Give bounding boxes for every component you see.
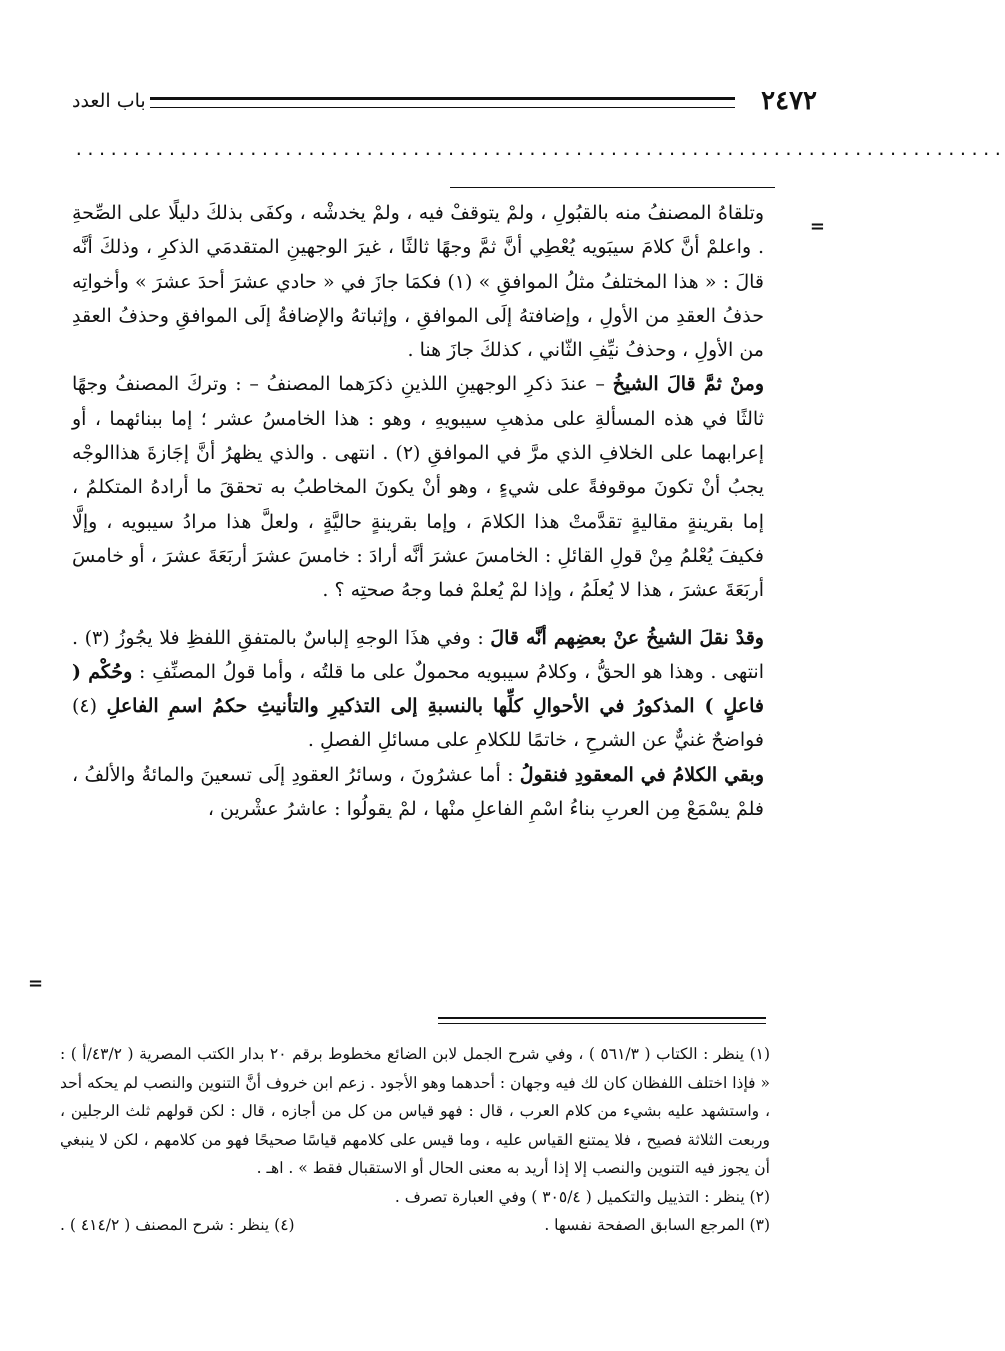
paragraph-3-end: (٤) فواضحٌ غنيٌّ عن الشرحِ ، خاتمًا للكلامِ على مسائلِ الفصلِ . bbox=[72, 695, 764, 752]
footnotes bbox=[60, 1040, 770, 1240]
paragraph-2-lead: ومنْ ثمَّ قالَ الشيخُ bbox=[612, 373, 764, 396]
section-rule bbox=[450, 187, 775, 188]
footnote-rule bbox=[438, 1017, 766, 1024]
footnote-row-3-4 bbox=[60, 1211, 770, 1240]
paragraph-4-text: : أما عشرُونَ ، وسائرُ العقودِ إلَى تسعينَ والمائةُ والألفُ ، فلمْ يسْمَعْ مِن العربِ بناءُ اسْمِ الفاعلِ منْها ، لمْ يقولُوا : عاشرُ عشْرين ، bbox=[72, 763, 764, 821]
header-double-rule bbox=[150, 97, 735, 108]
continuation-mark-bottom: = bbox=[28, 973, 44, 994]
dotted-separator: ................................................................................ bbox=[74, 140, 1005, 159]
main-text bbox=[72, 196, 764, 826]
continuation-mark-top: = bbox=[809, 216, 825, 237]
paragraph-3-text: : وفي هذَا الوجهِ إلباسٌ بالمتفقِ اللفظِ فلا يجُوزُ (٣) . انتهى . وهذا هو الحقُّ ، وكلامُ سيبويه محمولٌ على ما قلتُه ، وأما قولُ المصنِّفِ : bbox=[72, 626, 764, 683]
paragraph-3 bbox=[72, 621, 764, 758]
paragraph-3-quote: وحُكْم ( فاعلٍ ) المذكورُ في الأحوالِ كلِّها بالنسبةِ إلى التذكيرِ والتأنيثِ حكمُ اسمِ الفاعلِ bbox=[72, 660, 764, 718]
paragraph-1: وتلقاهُ المصنفُ منه بالقبُولِ ، ولمْ يتوقفْ فيه ، ولمْ يخدشْه ، وكفَى بذلكَ دليلًا على الصِّحةِ . واعلمْ أنَّ كلامَ سيبَويه يُعْطِي أنَّ ثمَّ وجهًا ثالثًا ، غيرَ الوجهينِ المتقدمَي الذكرِ ، وذلكَ أنَّه قالَ : « هذا المختلفُ مثلُ الموافقِ » (١) فكمَا جازَ في « حادي عشرَ أحدَ عشرَ » وأخواتِه حذفُ العقدِ من الأولِ ، وإضافتهُ إلَى الموافقِ ، وإثباتهُ والإضافةُ إلَى الموافقِ وحذفُ العقدِ من الأولِ ، وحذفُ نيِّفِ الثّاني ، كذلكَ جازَ هنا . bbox=[72, 202, 764, 362]
footnote-2: (٢) ينظر : التذييل والتكميل ( ٣٠٥/٤ ) وفي العبارة تصرف . bbox=[394, 1187, 770, 1206]
paragraph-3-lead: وقدْ نقلَ الشيخُ عنْ بعضِهم أنَّه قالَ bbox=[490, 626, 764, 649]
paragraph-2-text: – عندَ ذكرِ الوجهينِ اللذينِ ذكرَهما المصنفُ – : وتركَ المصنفُ وجهًا ثالثًا في هذه المسألةِ على مذهبِ سيبويهِ ، وهو : هذا الخامسُ عشر ؛ إما ببنائهما ، أو إعرابهما على الخلافِ الذي مرَّ في الموافقِ (٢) . انتهى . والذي يظهرُ أنَّ إجَازةَ هذاالوجْه يجبُ أنْ تكونَ موقوفةً على شيءٍ ، وهو أنْ يكونَ المخاطبُ به تحققَ ما أرادهُ المتكلمُ ، إما بقرينةٍ مقاليةٍ تقدَّمتْ هذا الكلامَ ، وإما بقرينةٍ حاليَّةٍ ، ولعلَّ هذا مرادُ سيبويه ، وإلَّا فكيفَ يُعْلمُ مِنْ قولِ القائلِ : الخامسَ عشرَ أنَّه أرادَ : خامسَ عشرَ أربَعَةَ عشرَ ، أو خامسَ أربَعَةَ عشرَ ، هذا لا يُعلَمُ ، وإذا لمْ يُعلمْ فما وجهُ صحتِه ؟ . bbox=[72, 373, 764, 602]
page-number: ٢٤٧٢ bbox=[761, 86, 817, 116]
page-header bbox=[72, 84, 817, 118]
paragraph-2 bbox=[72, 367, 764, 607]
footnote-4: (٤) ينظر : شرح المصنف ( ٤١٤/٢ ) . bbox=[60, 1216, 295, 1234]
paragraph-4 bbox=[72, 758, 764, 827]
running-chapter-title: باب العدد bbox=[72, 90, 146, 112]
footnote-1: (١) ينظر : الكتاب ( ٥٦١/٣ ) ، وفي شرح الجمل لابن الضائع مخطوط برقم ٢٠ بدار الكتب المصرية ( ٤٣/٢/أ ) : « فإذا اختلف اللفظان كان لك فيه وجهان : أحدهما وهو الأجود . زعم ابن خروف أنَّ التنوين والنصب لم يحكه أحد ، واستشهد عليه بشيء من كلام العرب ، قال : فهو قياس من كل من أجازه ، قال : لكن قولهم ثلث الرجلين ، وربعت الثلاثة فصيح ، فلا يمتنع القياس عليه ، وما قيس على كلامهم قياسًا صحيحًا فهو من كلامهم ، لكن لا ينبغي أن يجوز فيه التنوين والنصب إلا إذا أريد به معنى الحال أو الاستقبال فقط » . اهـ . bbox=[60, 1045, 771, 1177]
footnote-3: (٣) المرجع السابق الصفحة نفسها . bbox=[544, 1216, 770, 1234]
paragraph-4-lead: وبقي الكلامُ في المعقودِ فنقولُ bbox=[519, 763, 765, 786]
